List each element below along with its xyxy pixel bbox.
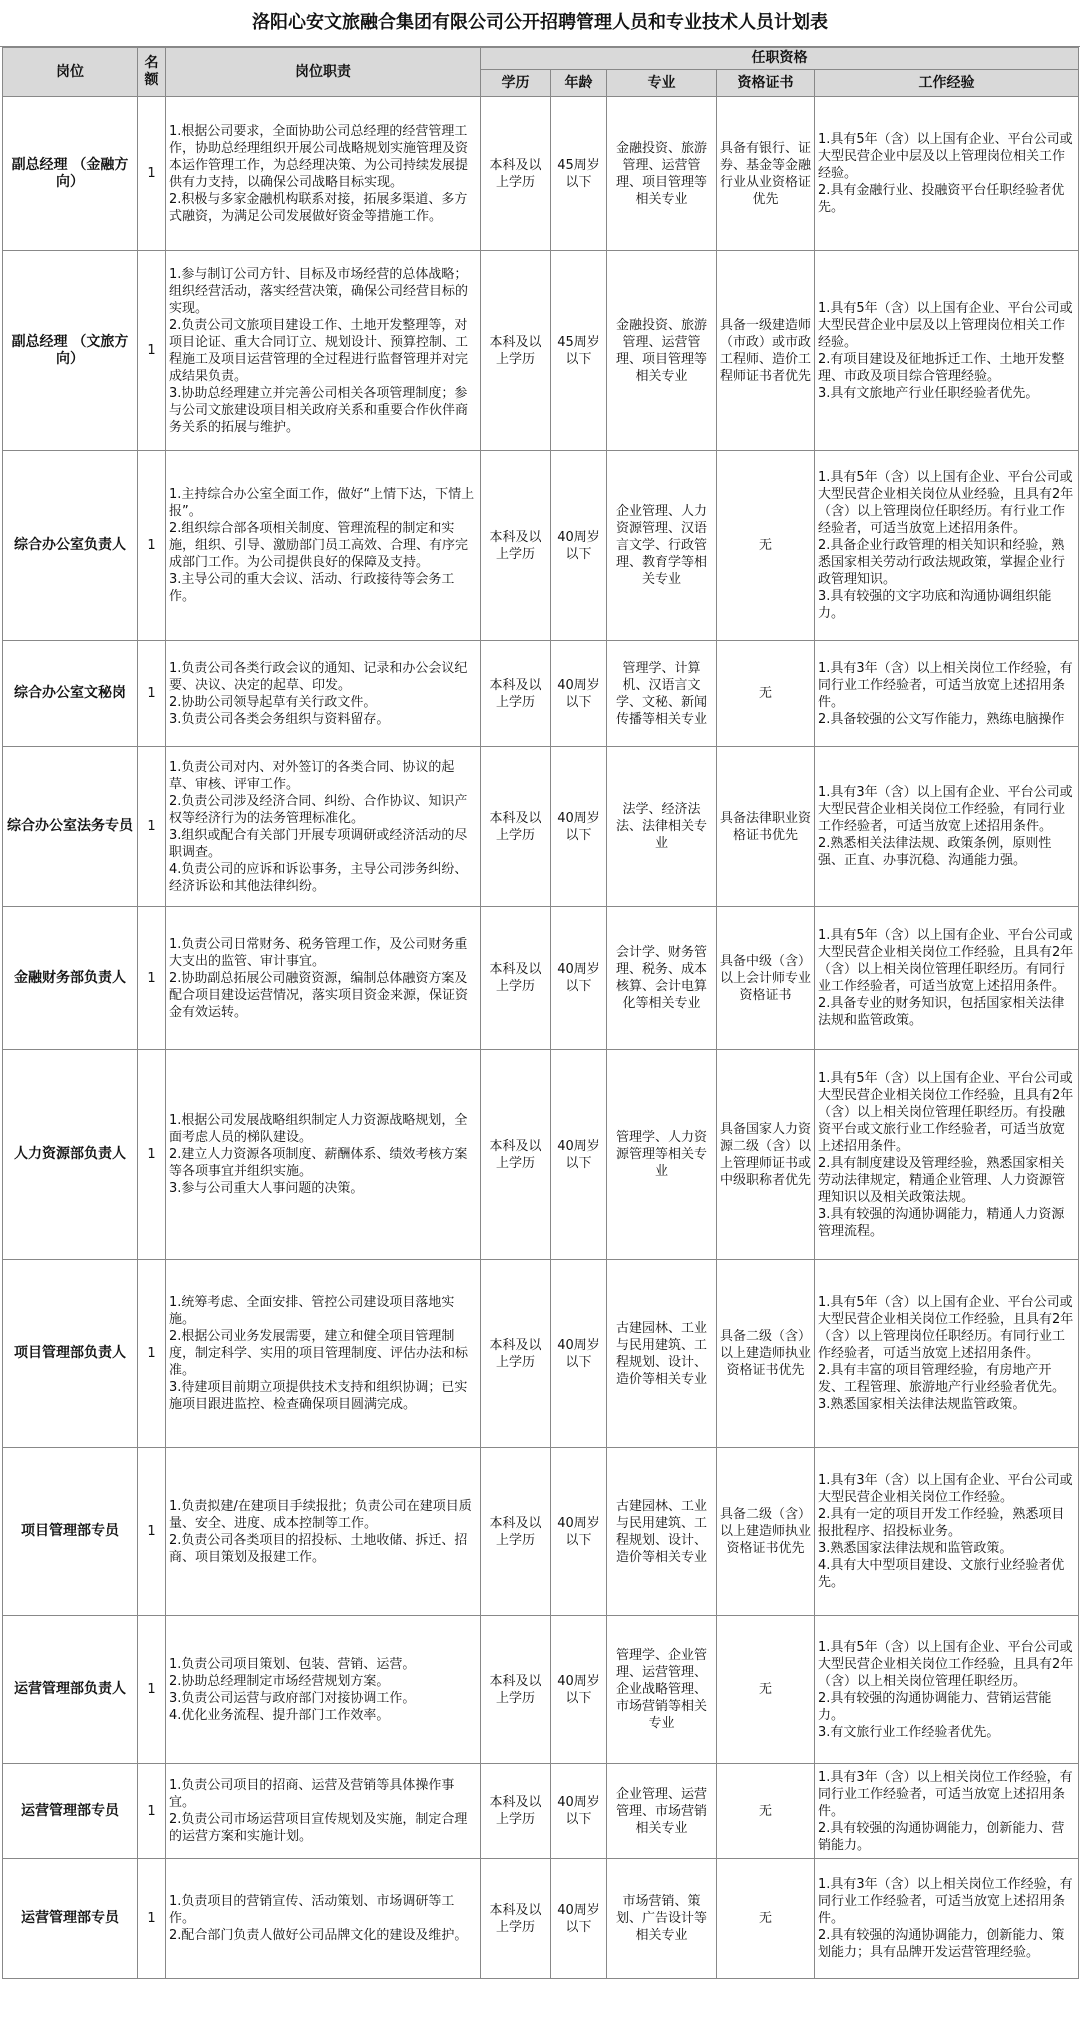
page-title: 洛阳心安文旅融合集团有限公司公开招聘管理人员和专业技术人员计划表 [0, 0, 1080, 47]
header-position: 岗位 [3, 48, 138, 97]
header-certificate: 资格证书 [717, 70, 815, 97]
table-row [3, 1764, 1079, 1859]
duties-item: 2.建立人力资源各项制度、薪酬体系、绩效考核方案等各项事宜并组织实施。 [169, 1147, 468, 1179]
major-requirement: 企业管理、运营管理、市场营销相关专业 [607, 1764, 717, 1859]
experience-item: 2.具有较强的沟通协调能力，创新能力、策划能力；具有品牌开发运营管理经验。 [818, 1928, 1065, 1960]
age-requirement: 45周岁以下 [551, 251, 607, 451]
age-requirement: 40周岁以下 [551, 1859, 607, 1979]
duties-item: 3.主导公司的重大会议、活动、行政接待等会务工作。 [169, 572, 455, 604]
major-requirement: 金融投资、旅游管理、运营管理、项目管理等相关专业 [607, 97, 717, 251]
experience-item: 2.具备企业行政管理的相关知识和经验，熟悉国家相关劳动行政法规政策，掌握企业行政管理知识。 [818, 538, 1066, 587]
position-count: 1 [138, 747, 166, 907]
duties [166, 1050, 481, 1260]
duties-item: 2.负责公司市场运营项目宣传规划及实施，制定合理的运营方案和实施计划。 [169, 1812, 468, 1844]
duties-item: 1.负责公司项目的招商、运营及营销等具体操作事宜。 [169, 1778, 455, 1810]
duties-item: 1.统筹考虑、全面安排、管控公司建设项目落地实施。 [169, 1295, 455, 1327]
duties-item: 2.组织综合部各项相关制度、管理流程的制定和实施，组织、引导、激励部门员工高效、合理、有序完成部门工作。为公司提供良好的保障及支持。 [169, 521, 469, 570]
table-row [3, 1448, 1079, 1616]
header-responsibilities: 岗位职责 [166, 48, 481, 97]
experience-item: 2.有项目建设及征地拆迁工作、土地开发整理、市政及项目综合管理经验。 [818, 351, 1065, 384]
duties-item: 1.根据公司发展战略组织制定人力资源战略规划，全面考虑人员的梯队建设。 [169, 1113, 468, 1145]
age-requirement: 40周岁以下 [551, 1050, 607, 1260]
education-requirement: 本科及以上学历 [481, 251, 551, 451]
education-requirement: 本科及以上学历 [481, 641, 551, 747]
duties-item: 2.协助总经理制定市场经营规划方案。 [169, 1673, 390, 1689]
duties-item: 3.待建项目前期立项提供技术支持和组织协调；已实施项目跟进监控、检查确保项目圆满完成。 [169, 1380, 468, 1412]
certificate-requirement: 具备中级（含）以上会计师专业资格证书 [717, 907, 815, 1050]
experience-item: 2.具有金融行业、投融资平台任职经验者优先。 [818, 183, 1065, 215]
duties-item: 1.参与制订公司方针、目标及市场经营的总体战略；组织经营活动，落实经营决策，确保公司经营目标的实现。 [169, 266, 469, 316]
education-requirement: 本科及以上学历 [481, 97, 551, 251]
experience [815, 1616, 1079, 1764]
experience-item: 1.具有5年（含）以上国有企业、平台公司或大型民营企业相关岗位工作经验，且具有2年（含）以上相关岗位管理任职经历。有投融资平台或文旅行业工作经验者，可适当放宽上述招用条件。 [818, 1070, 1074, 1154]
duties-item: 1.根据公司要求，全面协助公司总经理的经营管理工作，协助总经理组织开展公司战略规划实施管理及资本运作管理工作，为总经理决策、为公司持续发展提供有力支持，以确保公司战略目标实现。 [169, 123, 469, 190]
experience-item: 2.具有制度建设及管理经验，熟悉国家相关劳动法律规定，精通企业管理、人力资源管理知识以及相关政策法规。 [818, 1155, 1066, 1205]
experience [815, 1764, 1079, 1859]
experience [815, 907, 1079, 1050]
experience-item: 3.具有较强的文字功底和沟通协调组织能力。 [818, 589, 1052, 621]
experience [815, 251, 1079, 451]
duties-item: 2.根据公司业务发展需要，建立和健全项目管理制度，制定科学、实用的项目管理制度、评估办法和标准。 [169, 1329, 469, 1378]
experience-item: 3.具有较强的沟通协调能力，精通人力资源管理流程。 [818, 1206, 1065, 1239]
position-name: 运营管理部专员 [3, 1859, 138, 1979]
duties-item: 4.负责公司的应诉和诉讼事务，主导公司涉务纠纷、经济诉讼和其他法律纠纷。 [169, 861, 468, 894]
table-row [3, 747, 1079, 907]
duties-item: 3.负责公司各类会务组织与资料留存。 [169, 711, 390, 727]
experience-item: 1.具有5年（含）以上国有企业、平台公司或大型民营企业相关岗位工作经验，且具有2年（含）以上相关岗位管理任职经历。有同行业工作经验者，可适当放宽上述招用条件。 [818, 928, 1074, 994]
experience-item: 1.具有5年（含）以上国有企业、平台公司或大型民营企业相关岗位从业经验，且具有2年（含）以上管理岗位任职经历。有行业工作经验者，可适当放宽上述招用条件。 [818, 470, 1074, 536]
duties [166, 1448, 481, 1616]
experience-item: 2.具有丰富的项目管理经验，有房地产开发、工程管理、旅游地产行业经验者优先。 [818, 1363, 1066, 1395]
duties-item: 3.组织或配合有关部门开展专项调研或经济活动的尽职调查。 [169, 827, 468, 860]
duties-item: 2.协助公司领导起草有关行政文件。 [169, 694, 377, 710]
position-name: 副总经理 （金融方向） [3, 97, 138, 251]
major-requirement: 管理学、企业管理、运营管理、企业战略管理、市场营销等相关专业 [607, 1616, 717, 1764]
table-row [3, 641, 1079, 747]
position-count: 1 [138, 1448, 166, 1616]
position-count: 1 [138, 1050, 166, 1260]
age-requirement: 40周岁以下 [551, 641, 607, 747]
experience-item: 1.具有5年（含）以上国有企业、平台公司或大型民营企业相关岗位工作经验，且具有2年（含）以上相关岗位管理任职经历。 [818, 1639, 1074, 1689]
duties-item: 3.参与公司重大人事问题的决策。 [169, 1181, 364, 1196]
certificate-requirement: 具备一级建造师（市政）或市政工程师、造价工程师证书者优先 [717, 251, 815, 451]
education-requirement: 本科及以上学历 [481, 1764, 551, 1859]
age-requirement: 40周岁以下 [551, 747, 607, 907]
table-row [3, 1050, 1079, 1260]
education-requirement: 本科及以上学历 [481, 1616, 551, 1764]
table-row [3, 907, 1079, 1050]
duties-item: 2.负责公司文旅项目建设工作、土地开发整理等，对项目论证、重大合同订立、规划设计、预算控制、工程施工及项目运营管理的全过程进行监督管理并对完成结果负责。 [169, 317, 469, 384]
header-qualifications: 任职资格 [481, 48, 1079, 70]
duties [166, 1764, 481, 1859]
duties-item: 1.负责公司各类行政会议的通知、记录和办公会议纪要、决议、决定的起草、印发。 [169, 660, 468, 693]
experience-item: 3.熟悉国家相关法律法规监管政策。 [818, 1397, 1026, 1412]
position-count: 1 [138, 1859, 166, 1979]
header-major: 专业 [607, 70, 717, 97]
major-requirement: 企业管理、人力资源管理、汉语言文学、行政管理、教育学等相关专业 [607, 451, 717, 641]
experience-item: 1.具有5年（含）以上国有企业、平台公司或大型民营企业中层及以上管理岗位相关工作经验。 [818, 132, 1073, 181]
experience-item: 1.具有3年（含）以上相关岗位工作经验，有同行业工作经验者，可适当放宽上述招用条件。 [818, 1877, 1073, 1926]
certificate-requirement: 无 [717, 1859, 815, 1979]
duties-item: 2.负责公司各类项目的招投标、土地收储、拆迁、招商、项目策划及报建工作。 [169, 1532, 468, 1565]
major-requirement: 会计学、财务管理、税务、成本核算、会计电算化等相关专业 [607, 907, 717, 1050]
experience [815, 1260, 1079, 1448]
header-experience: 工作经验 [815, 70, 1079, 97]
duties-item: 1.负责公司项目策划、包装、营销、运营。 [169, 1656, 416, 1672]
position-count: 1 [138, 1616, 166, 1764]
position-count: 1 [138, 1764, 166, 1859]
duties [166, 747, 481, 907]
education-requirement: 本科及以上学历 [481, 747, 551, 907]
duties [166, 251, 481, 451]
certificate-requirement: 具备国家人力资源二级（含）以上管理师证书或中级职称者优先 [717, 1050, 815, 1260]
duties [166, 1616, 481, 1764]
recruitment-table [2, 47, 1079, 1979]
duties [166, 451, 481, 641]
position-name: 综合办公室负责人 [3, 451, 138, 641]
age-requirement: 40周岁以下 [551, 451, 607, 641]
duties-item: 3.负责公司运营与政府部门对接协调工作。 [169, 1690, 416, 1706]
education-requirement: 本科及以上学历 [481, 907, 551, 1050]
duties [166, 907, 481, 1050]
education-requirement: 本科及以上学历 [481, 1448, 551, 1616]
major-requirement: 法学、经济法法、法律相关专业 [607, 747, 717, 907]
major-requirement: 管理学、人力资源管理等相关专业 [607, 1050, 717, 1260]
position-name: 综合办公室法务专员 [3, 747, 138, 907]
experience-item: 4.具有大中型项目建设、文旅行业经验者优先。 [818, 1558, 1065, 1590]
position-count: 1 [138, 907, 166, 1050]
duties-item: 2.积极与多家金融机构联系对接，拓展多渠道、多方式融资，为满足公司发展做好资金等措施工作。 [169, 191, 468, 224]
experience [815, 747, 1079, 907]
experience [815, 451, 1079, 641]
education-requirement: 本科及以上学历 [481, 1050, 551, 1260]
experience-item: 3.具有文旅地产行业任职经验者优先。 [818, 385, 1039, 401]
education-requirement: 本科及以上学历 [481, 1859, 551, 1979]
experience [815, 1050, 1079, 1260]
experience [815, 1448, 1079, 1616]
position-name: 综合办公室文秘岗 [3, 641, 138, 747]
experience-item: 2.具备较强的公文写作能力，熟练电脑操作 [818, 711, 1065, 727]
duties-item: 1.负责项目的营销宣传、活动策划、市场调研等工作。 [169, 1894, 455, 1926]
position-name: 人力资源部负责人 [3, 1050, 138, 1260]
experience-item: 1.具有5年（含）以上国有企业、平台公司或大型民营企业中层及以上管理岗位相关工作经验。 [818, 300, 1073, 350]
table-row [3, 1616, 1079, 1764]
position-name: 项目管理部负责人 [3, 1260, 138, 1448]
position-name: 项目管理部专员 [3, 1448, 138, 1616]
table-row [3, 1260, 1079, 1448]
age-requirement: 45周岁以下 [551, 97, 607, 251]
position-count: 1 [138, 97, 166, 251]
experience-item: 1.具有3年（含）以上国有企业、平台公司或大型民营企业相关岗位工作经验，有同行业工作经验者，可适当放宽上述招用条件。 [818, 785, 1073, 834]
major-requirement: 管理学、计算机、汉语言文学、文秘、新闻传播等相关专业 [607, 641, 717, 747]
age-requirement: 40周岁以下 [551, 1616, 607, 1764]
duties-item: 2.负责公司涉及经济合同、纠纷、合作协议、知识产权等经济行为的法务管理标准化。 [169, 793, 468, 826]
certificate-requirement: 无 [717, 451, 815, 641]
header-age: 年龄 [551, 70, 607, 97]
certificate-requirement: 具备二级（含）以上建造师执业资格证书优先 [717, 1448, 815, 1616]
experience-item: 1.具有3年（含）以上国有企业、平台公司或大型民营企业相关岗位工作经验。 [818, 1473, 1073, 1505]
duties-item: 1.负责公司日常财务、税务管理工作，及公司财务重大支出的监管、审计事宜。 [169, 936, 468, 969]
education-requirement: 本科及以上学历 [481, 451, 551, 641]
certificate-requirement: 无 [717, 1616, 815, 1764]
position-count: 1 [138, 451, 166, 641]
header-count: 名 额 [138, 48, 166, 97]
table-body [3, 97, 1079, 1979]
duties [166, 97, 481, 251]
major-requirement: 市场营销、策划、广告设计等相关专业 [607, 1859, 717, 1979]
experience-item: 3.有文旅行业工作经验者优先。 [818, 1724, 1000, 1740]
position-count: 1 [138, 641, 166, 747]
duties-item: 2.配合部门负责人做好公司品牌文化的建设及维护。 [169, 1928, 468, 1943]
certificate-requirement: 无 [717, 641, 815, 747]
table-row [3, 1859, 1079, 1979]
table-row [3, 451, 1079, 641]
age-requirement: 40周岁以下 [551, 907, 607, 1050]
position-count: 1 [138, 1260, 166, 1448]
age-requirement: 40周岁以下 [551, 1448, 607, 1616]
experience-item: 3.熟悉国家法律法规和监管政策。 [818, 1541, 1013, 1556]
table-row [3, 251, 1079, 451]
position-name: 运营管理部负责人 [3, 1616, 138, 1764]
duties-item: 1.主持综合办公室全面工作，做好“上情下达，下情上报”。 [169, 487, 475, 519]
experience-item: 2.熟悉相关法律法规、政策条例，原则性强、正直、办事沉稳、沟通能力强。 [818, 836, 1052, 868]
certificate-requirement: 无 [717, 1764, 815, 1859]
duties [166, 1260, 481, 1448]
certificate-requirement: 具备二级（含）以上建造师执业资格证书优先 [717, 1260, 815, 1448]
duties-item: 3.协助总经理建立并完善公司相关各项管理制度；参与公司文旅建设项目相关政府关系和重要合作伙伴商务关系的拓展与维护。 [169, 385, 469, 435]
position-name: 金融财务部负责人 [3, 907, 138, 1050]
certificate-requirement: 具备法律职业资格证书优先 [717, 747, 815, 907]
position-name: 副总经理 （文旅方向） [3, 251, 138, 451]
experience-item: 2.具有较强的沟通协调能力、营销运营能力。 [818, 1690, 1052, 1723]
age-requirement: 40周岁以下 [551, 1764, 607, 1859]
education-requirement: 本科及以上学历 [481, 1260, 551, 1448]
experience [815, 97, 1079, 251]
experience [815, 1859, 1079, 1979]
duties-item: 4.优化业务流程、提升部门工作效率。 [169, 1707, 390, 1723]
major-requirement: 古建园林、工业与民用建筑、工程规划、设计、造价等相关专业 [607, 1448, 717, 1616]
experience [815, 641, 1079, 747]
position-count: 1 [138, 251, 166, 451]
major-requirement: 金融投资、旅游管理、运营管理、项目管理等相关专业 [607, 251, 717, 451]
position-name: 运营管理部专员 [3, 1764, 138, 1859]
experience-item: 1.具有3年（含）以上相关岗位工作经验，有同行业工作经验者，可适当放宽上述招用条件。 [818, 1769, 1073, 1819]
experience-item: 2.具有较强的沟通协调能力，创新能力、营销能力。 [818, 1820, 1065, 1853]
duties [166, 641, 481, 747]
certificate-requirement: 具备有银行、证券、基金等金融行业从业资格证优先 [717, 97, 815, 251]
experience-item: 2.具备专业的财务知识，包括国家相关法律法规和监管政策。 [818, 996, 1065, 1028]
duties [166, 1859, 481, 1979]
major-requirement: 古建园林、工业与民用建筑、工程规划、设计、造价等相关专业 [607, 1260, 717, 1448]
age-requirement: 40周岁以下 [551, 1260, 607, 1448]
duties-item: 2.协助副总拓展公司融资资源，编制总体融资方案及配合项目建设运营情况，落实项目资金来源，保证资金有效运转。 [169, 970, 469, 1020]
duties-item: 1.负责拟建/在建项目手续报批；负责公司在建项目质量、安全、进度、成本控制等工作。 [169, 1498, 472, 1531]
experience-item: 1.具有5年（含）以上国有企业、平台公司或大型民营企业相关岗位工作经验，且具有2年（含）以上管理岗位任职经历。有同行业工作经验者，可适当放宽上述招用条件。 [818, 1295, 1074, 1361]
duties-item: 1.负责公司对内、对外签订的各类合同、协议的起草、审核、评审工作。 [169, 759, 455, 792]
experience-item: 2.具有一定的项目开发工作经验，熟悉项目报批程序、招投标业务。 [818, 1507, 1065, 1539]
header-education: 学历 [481, 70, 551, 97]
table-row [3, 97, 1079, 251]
experience-item: 1.具有3年（含）以上相关岗位工作经验，有同行业工作经验者，可适当放宽上述招用条件。 [818, 660, 1073, 710]
